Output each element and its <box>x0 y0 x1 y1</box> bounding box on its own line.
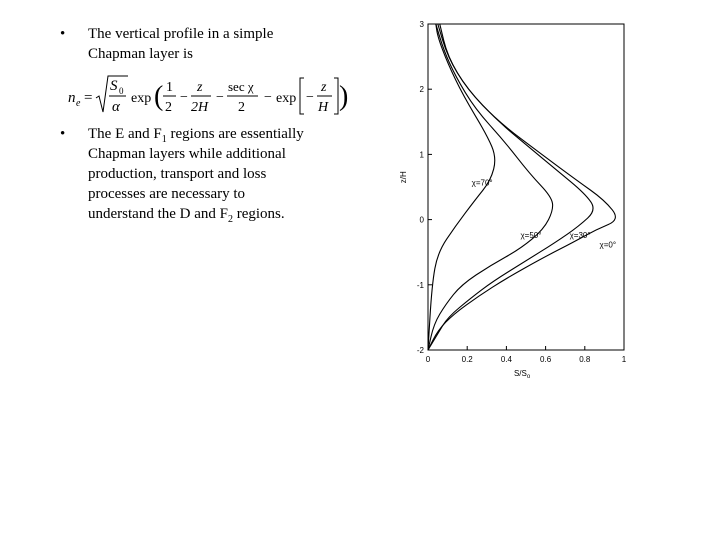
bullet-line: production, transport and loss <box>88 166 267 182</box>
eq-minus: − <box>216 90 224 105</box>
y-tick-label: -2 <box>416 346 424 355</box>
series-line-chi-0 <box>428 24 615 350</box>
series-group <box>428 24 616 350</box>
chapman-profile-chart <box>392 14 632 380</box>
eq-denominator: α <box>112 99 120 115</box>
y-tick-label: 0 <box>419 215 424 225</box>
x-tick-label: 0.8 <box>579 355 591 364</box>
series-label-chi-30: χ=30° <box>569 230 591 240</box>
bullet-line: Chapman layers while additional <box>88 146 286 162</box>
paren-open: ( <box>154 81 164 112</box>
eq-sec-chi: sec χ <box>228 79 254 94</box>
eq-exp-2: exp <box>276 91 297 106</box>
bullet-line: processes are necessary to <box>88 186 246 202</box>
eq-exp-1: exp <box>131 91 152 106</box>
eq-numerator: S <box>110 78 118 94</box>
eq-minus: − <box>306 90 314 105</box>
x-tick-label: 0.6 <box>540 355 552 364</box>
eq-z2: z <box>321 80 327 95</box>
chapman-equation <box>66 72 349 120</box>
text-run: regions are essentially <box>166 126 304 142</box>
text-run: regions. <box>232 206 285 222</box>
series-label-chi-50: χ=50° <box>520 230 542 240</box>
text-run: The E and F <box>88 126 162 142</box>
bracket-open <box>300 78 304 114</box>
subscript: 1 <box>161 134 167 145</box>
eq-2h: 2H <box>191 100 209 115</box>
bracket-close <box>334 78 338 114</box>
bullet-text <box>88 124 368 224</box>
series-label-chi-0: χ=0° <box>599 240 617 250</box>
text-run: understand the D and F <box>88 206 228 222</box>
eq-z1: z <box>197 80 203 95</box>
eq-lhs: n <box>68 90 76 106</box>
bullet-text <box>88 24 368 64</box>
x-tick-label: 0.2 <box>461 355 473 364</box>
eq-half-num: 1 <box>166 80 173 95</box>
eq-half-den: 2 <box>165 100 172 115</box>
eq-minus: − <box>180 90 188 105</box>
y-tick-label: 1 <box>419 150 424 160</box>
x-axis-label: $S/S_o$ <box>513 369 531 380</box>
bullet-line: The vertical profile in a simple <box>88 26 274 42</box>
bullet-symbol: • <box>60 26 66 42</box>
bullet-line <box>88 204 368 224</box>
bullet-symbol: • <box>60 126 66 142</box>
bullet-line <box>88 124 368 144</box>
y-tick-label: 3 <box>419 20 424 29</box>
eq-sec-den: 2 <box>238 100 245 115</box>
paren-close: ) <box>339 81 349 112</box>
y-axis-label: z/H <box>399 171 408 184</box>
eq-minus: − <box>264 90 272 105</box>
x-tick-label: 0 <box>425 355 431 364</box>
eq-equals: = <box>84 90 93 106</box>
eq-h: H <box>318 100 329 115</box>
eq-lhs-sub: e <box>76 98 81 109</box>
bullet-line: Chapman layer is <box>88 46 193 62</box>
x-axis <box>426 346 627 364</box>
y-tick-label: 2 <box>419 85 424 95</box>
eq-numerator-sub: 0 <box>119 86 124 96</box>
x-tick-label: 1 <box>621 355 627 364</box>
y-axis <box>417 20 432 355</box>
subscript: 2 <box>227 214 233 225</box>
x-tick-label: 0.4 <box>500 355 512 364</box>
series-label-chi-70: χ=70° <box>471 178 493 188</box>
y-tick-label: -1 <box>416 280 424 290</box>
